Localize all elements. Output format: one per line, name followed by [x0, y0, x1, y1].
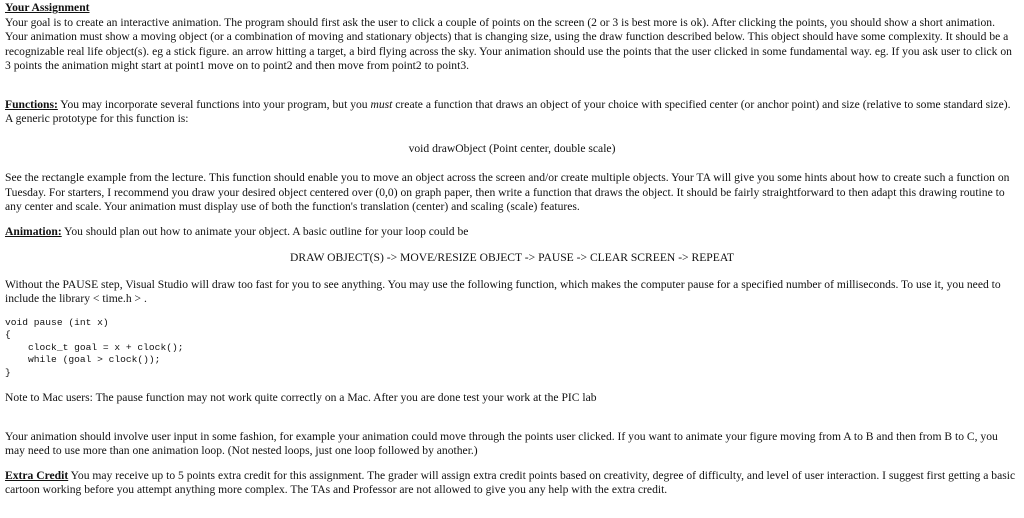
assignment-heading: Your Assignment: [5, 1, 90, 14]
animation-body: You should plan out how to animate your object. A basic outline for your loop could be: [61, 224, 469, 238]
functions-body-before: You may incorporate several functions into your program, but you: [57, 97, 371, 111]
pause-code-block: void pause (int x) { clock_t goal = x + clock(); while (goal > clock()); }: [5, 316, 184, 378]
mac-users-note: Note to Mac users: The pause function may not work quite correctly on a Mac. After you are done test your work at the PIC lab: [5, 391, 597, 404]
functions-body-after: create a function that draws an object of your choice with specified center (or anchor point) and size (relative to some standard size). A generic prototype for this function is:: [5, 97, 1011, 125]
assignment-section: [5, 1, 1019, 74]
extra-credit-paragraph: [5, 469, 1019, 498]
assignment-body: Your goal is to create an interactive animation. The program should first ask the user to click a couple of points on the screen (2 or 3 is best more is ok). After clicking the points, you should show a short animation. Your animation must show a moving object (or a combination of moving and stationary objects) that is changing size, using the draw function described below. This object should have some complexity. It should be a recognizable real life object(s). eg a stick figure. an arrow hitting a target, a bird flying across the sky. Your animation should use the points that the user clicked in some fundamental way. eg. If you ask user to click on 3 points the animation might start at point1 move on to point2 and then move from point2 to point3.: [5, 15, 1012, 72]
extra-credit-body: You may receive up to 5 points extra credit for this assignment. The grader will assign extra credit points based on creativity, degree of difficulty, and level of user interaction. I suggest first getting a basic cartoon working before you attempt anything more complex. The TAs and Professor are not allowed to give you any help with the extra credit.: [5, 468, 1016, 496]
user-input-note: Your animation should involve user input in some fashion, for example your animation could move through the points user clicked. If you want to animate your figure moving from A to B and then from B to C, you may need to use more than one animation loop. (Not nested loops, just one loop followed by another.): [5, 429, 998, 457]
extra-credit-heading: Extra Credit: [5, 468, 69, 482]
functions-section: [5, 98, 1019, 215]
animation-paragraph: [5, 225, 1019, 240]
functions-emphasis: must: [370, 97, 393, 111]
functions-paragraph: [5, 98, 1019, 127]
animation-loop-outline: DRAW OBJECT(S) -> MOVE/RESIZE OBJECT -> PAUSE -> CLEAR SCREEN -> REPEAT: [289, 251, 735, 264]
extra-credit-section: [5, 469, 1019, 498]
animation-heading: Animation:: [5, 224, 62, 238]
assignment-document: [5, 1, 1019, 498]
functions-heading: Functions:: [5, 97, 58, 111]
functions-details: See the rectangle example from the lecture. This function should enable you to move an object across the screen and/or create multiple objects. Your TA will give you some hints about how to create such a function on Tuesday. For starters, I recommend you draw your desired object centered over (0,0) on graph paper, then write a function that draws the object. It should be fairly straightforward to then adapt this drawing routine to any center and scale. Your animation must display use of both the function's translation (center) and scaling (scale) features.: [5, 171, 1010, 213]
function-prototype: void drawObject (Point center, double scale): [408, 141, 616, 155]
animation-section: [5, 225, 1019, 459]
pause-note: Without the PAUSE step, Visual Studio will draw too fast for you to see anything. You may use the following function, which makes the computer pause for a specified number of milliseconds. To use it, you need to include the library < time.h > .: [5, 277, 1001, 305]
